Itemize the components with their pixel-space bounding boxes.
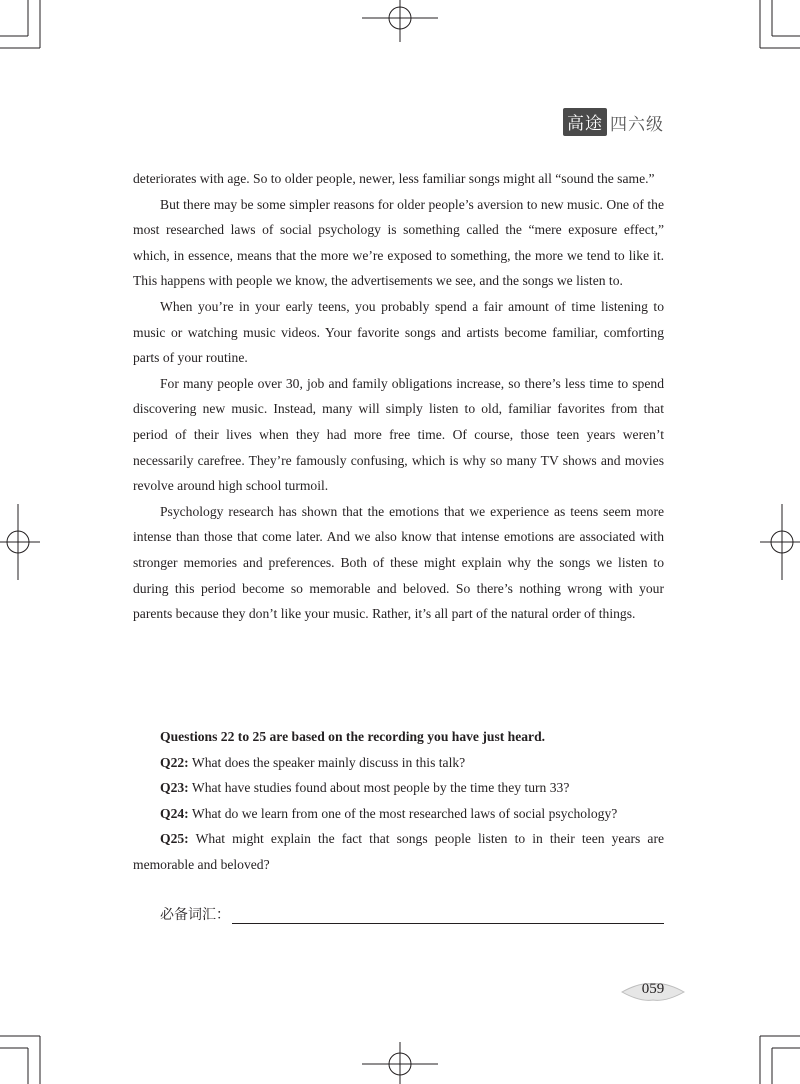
brand-text: 四六级 bbox=[610, 114, 664, 135]
page-number: 059 bbox=[641, 981, 665, 997]
vocab-field bbox=[160, 904, 664, 924]
question-item bbox=[133, 801, 664, 827]
paragraph: Psychology research has shown that the emotions that we experience as teens seem more intense than those that come later. And we also know that intense emotions are associated with stronger memories and preferences. Both of these might explain why the songs we listen to during this period become so memorable and beloved. So there’s nothing wrong with your parents because they don’t like your music. Rather, it’s all part of the natural order of things. bbox=[133, 503, 664, 622]
question-item bbox=[133, 750, 664, 776]
brand-logo bbox=[563, 108, 664, 136]
question-item bbox=[133, 826, 664, 877]
paragraph: deteriorates with age. So to older people, newer, less familiar songs might all “sound the same.” bbox=[133, 171, 655, 186]
vocab-label: 必备词汇： bbox=[160, 907, 230, 923]
passage bbox=[133, 166, 664, 627]
question-label: Q25: bbox=[160, 831, 189, 847]
question-text: What might explain the fact that songs people listen to in their teen years are memorable and beloved? bbox=[133, 831, 665, 872]
question-label: Q24: bbox=[160, 805, 189, 821]
question-text: What do we learn from one of the most researched laws of social psychology? bbox=[191, 805, 618, 821]
brand-box: 高途 bbox=[563, 108, 607, 136]
paragraph: For many people over 30, job and family obligations increase, so there’s less time to spend discovering new music. Instead, many will simply listen to old, familiar favorites from that period of their lives when they had more free time. Of course, those teen years weren’t necessarily carefree. They’re famously confusing, which is why so many TV shows and movies revolve around high school turmoil. bbox=[133, 375, 664, 494]
question-text: What have studies found about most people by the time they turn 33? bbox=[191, 780, 570, 796]
paragraph: When you’re in your early teens, you probably spend a fair amount of time listening to music or watching music videos. Your favorite songs and artists become familiar, comforting parts of your routine. bbox=[133, 298, 664, 366]
question-item bbox=[133, 775, 664, 801]
vocab-blank-line bbox=[232, 907, 664, 924]
questions-heading: Questions 22 to 25 are based on the recording you have just heard. bbox=[160, 729, 546, 744]
question-label: Q22: bbox=[160, 754, 189, 770]
questions-section bbox=[133, 724, 664, 878]
page-number-badge bbox=[620, 978, 686, 1006]
question-label: Q23: bbox=[160, 780, 189, 796]
question-text: What does the speaker mainly discuss in this talk? bbox=[191, 754, 466, 770]
paragraph: But there may be some simpler reasons for older people’s aversion to new music. One of the most researched laws of social psychology is something called the “mere exposure effect,” which, in essence, means that the more we’re exposed to something, the more we tend to like it. This happens with people we know, the advertisements we see, and the songs we listen to. bbox=[133, 196, 664, 289]
